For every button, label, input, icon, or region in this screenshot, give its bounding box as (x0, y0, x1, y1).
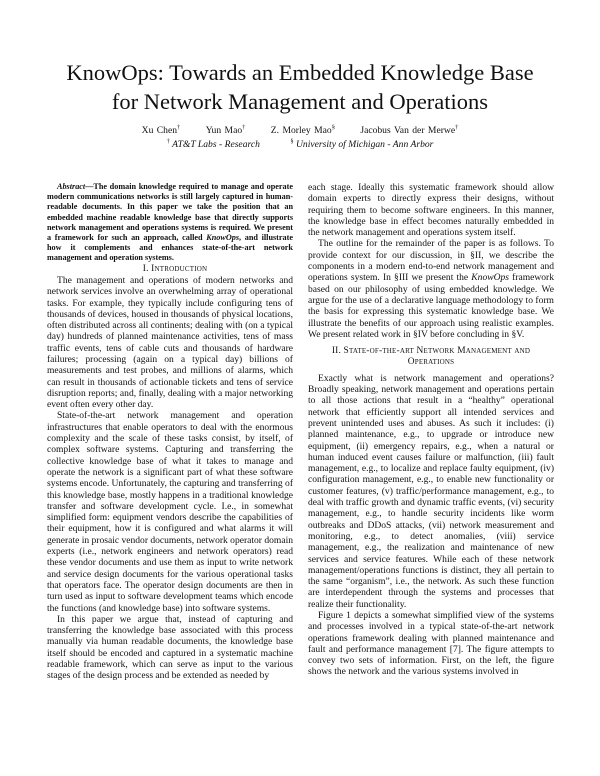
paragraph: In this paper we argue that, instead of capturing and transferring the knowledge base associated with this process manually via human readable documents, the knowledge base itself should be encoded and captured in a systematic machine readable framework, which can serve as input to the various stages of the design process and be extended as needed by (47, 613, 293, 682)
author: Yun Mao† (205, 124, 246, 137)
paragraph: each stage. Ideally this systematic framework should allow domain experts to directly express their designs, without requiring them to become software engineers. In this manner, the knowledge base in effect becomes naturally embedded in the network management and operations system itself. (308, 182, 554, 239)
title-line-1: KnowOps: Towards an Embedded Knowledge Base (66, 60, 534, 85)
right-column (308, 182, 554, 678)
section-heading-state-of-the-art: II. State-of-the-art Network Management and Operations (331, 346, 531, 368)
paragraph: State-of-the-art network management and operation infrastructures that enable operators to deal with the enormous complexity and the scale of these tasks consist, by itself, of complex software systems. Capturing and transferring the collective knowledge base of what it takes to manage and operate the network is a significant part of what these software systems encode. Unfortunately, the capturing and transferring of this knowledge base, mostly happens in a traditional knowledge transfer and software development cycle. I.e., in somewhat simplified form: equipment vendors describe the capabilities of their equipment, how it is configured and what alarms it will generate in prosaic vendor documents, network operator domain experts (i.e., network engineers and network operators) read these vendor documents and use them as input to write network and service design documents for the various operational tasks that operators face. The operator design documents are then in turn used as input to software development teams which encode the functions (and knowledge base) into software systems. (47, 410, 294, 614)
abstract: Abstract—The domain knowledge required to manage and operate modern communications networks is still largely captured in human-readable documents. In this paper we take the position that an embedded machine readable knowledge base that directly supports network management and operations systems is required. We present a framework for such an approach, called KnowOps, and illustrate how it complements and enhances state-of-the-art network management and operation systems. (47, 182, 293, 263)
affiliation-list (30, 138, 570, 150)
author: Jacobus Van der Merwe† (360, 124, 459, 137)
paragraph: The outline for the remainder of the paper is as follows. To provide context for our discussion, in §II, we describe the components in a modern end-to-end network management and operations system. In §III we present the KnowOps framework based on our philosophy of using embedded knowledge. We argue for the use of a declarative language methodology to form the basis for expressing this systematic knowledge base. We illustrate the benefits of our approach using realistic examples. We present related work in §IV before concluding in §V. (308, 238, 554, 340)
paragraph: Exactly what is network management and operations? Broadly speaking, network management and operations pertain to all those actions that result in a “healthy” operational network that efficiently support all intended services and prevent unintended uses and abuses. As such it includes: (i) planned maintenance, e.g., to upgrade or introduce new equipment, (ii) emergency repairs, e.g., when a natural or human induced event causes failure or malfunction, (iii) fault management, e.g., to localize and replace faulty equipment, (iv) configuration management, e.g., to enable new functionality or customer features, (v) traffic/performance management, e.g., to deal with traffic growth and dynamic traffic events, (vi) security management, e.g., to handle security incidents like worm outbreaks and DDoS attacks, (vii) network measurement and monitoring, e.g., to detect anomalies, (viii) service management, e.g., the realization and maintenance of new services and service features. While each of these network management/operations functions is distinct, they all pertain to the same “organism”, i.e., the network. As such these function are interdependent through the systems and processes that realize their functionality. (308, 372, 554, 610)
author-list (30, 124, 570, 136)
title-line-2: for Network Management and Operations (111, 89, 489, 114)
affiliation: † AT&T Labs - Research (166, 138, 260, 151)
paragraph: Figure 1 depicts a somewhat simplified view of the systems and processes involved in a typical state-of-the-art network operations framework dealing with planned maintenance and fault and performance management [7]. The figure attempts to convey two sets of information. First, on the left, the figure shows the network and the various systems involved in (308, 609, 554, 678)
left-column (47, 182, 293, 682)
paragraph: The management and operations of modern networks and network services involve an overwhelming array of operational tasks. For example, they typically include configuring tens of thousands of devices, housed in thousands of physical locations, often distributed across all continents; dealing with (on a typical day) hundreds of planned maintenance activities, tens of mass traffic events, tens of cable cuts and thousands of hardware failures; processing (again on a typical day) billions of measurements and test probes, and millions of alarms, which can result in thousands of actionable tickets and tens of service disruption reports; and, finally, dealing with a major networking event often every other day. (47, 274, 293, 411)
section-heading-introduction: I. Introduction (142, 263, 208, 274)
affiliation: § University of Michigan - Ann Arbor (290, 138, 434, 151)
paper-title (30, 58, 570, 116)
author: Z. Morley Mao§ (270, 124, 335, 137)
author: Xu Chen† (141, 124, 181, 137)
